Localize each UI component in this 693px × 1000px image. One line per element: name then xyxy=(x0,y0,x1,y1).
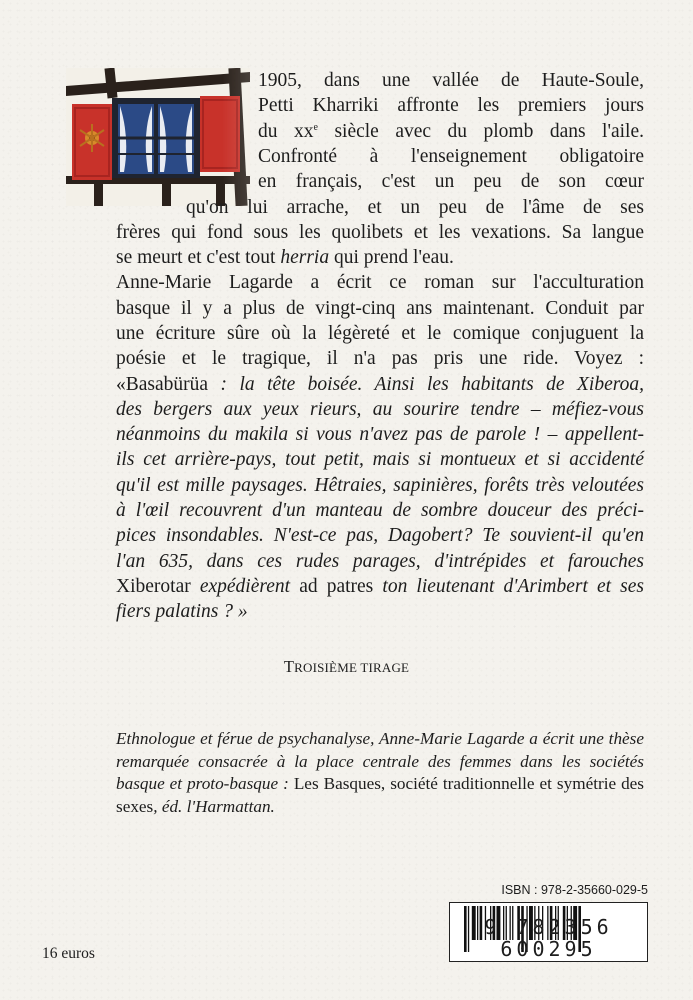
text-line: frères qui fond sous les quolibets et les vexations. Sa langue xyxy=(116,221,644,243)
print-run-initial: T xyxy=(283,657,295,676)
text-line: en français, c'est un peu de son cœur xyxy=(258,171,644,193)
text-line xyxy=(258,119,644,144)
quote-line: des bergers aux yeux rieurs, au sourire tendre – méfiez-vous xyxy=(116,398,644,420)
text-line: Confronté à l'enseignement obligatoire xyxy=(258,145,644,167)
text-line: qu'on lui arrache, et un peu de l'âme de ses xyxy=(186,196,644,218)
text-line: basque il y a plus de vingt-cinq ans maintenant. Conduit par xyxy=(116,297,644,319)
barcode-digits: 9 782356 600295 xyxy=(484,915,613,961)
quote-line: ils cet arrière-pays, tout petit, mais si montueux et si accidenté xyxy=(116,449,644,471)
quote-line xyxy=(116,372,644,397)
price-label: 16 euros xyxy=(42,945,95,962)
century-rest: siècle avec du plomb dans l'aile. xyxy=(317,120,645,142)
barcode xyxy=(449,902,648,962)
text-line: une écriture sûre où la légèreté et le comique conjuguent la xyxy=(116,322,644,344)
quote-text: expédièrent xyxy=(190,575,300,597)
century-superscript: e xyxy=(313,121,318,133)
body-text xyxy=(116,220,644,625)
quote-line: fiers palatins ? » xyxy=(116,601,248,623)
quote-line xyxy=(116,574,644,599)
quote-line: à l'œil recouvrent d'un manteau de sombre douceur des préci- xyxy=(116,500,644,522)
text-line: poésie et le tragique, il n'a pas pris une ride. Voyez : xyxy=(116,348,644,370)
bio-book-title: Les Basques, société traditionnelle et symétrie des sexes xyxy=(116,774,644,816)
ad-patres-word: ad patres xyxy=(299,575,374,597)
herria-before: se meurt et c'est tout xyxy=(116,247,281,269)
quote-line: qu'il est mille paysages. Hêtraies, sapinières, forêts très veloutées xyxy=(116,474,644,496)
text-line xyxy=(116,245,644,270)
author-bio xyxy=(116,728,644,818)
print-run-label xyxy=(0,657,693,677)
quote-line: l'an 635, dans ces rudes parages, d'intrépides et farouches xyxy=(116,550,644,572)
bio-text-end: , éd. l'Harmattan. xyxy=(153,796,275,816)
quote-text: ton lieutenant d'Arimbert et ses xyxy=(373,575,645,597)
text-line: 1905, dans une vallée de Haute-Soule, xyxy=(258,70,644,91)
bio-text: Ethnologue et férue de psychanalyse, Anne-Marie Lagarde a écrit une thèse remarquée consacrée à la place centrale des femmes dans les sociétés basque et proto-basque : xyxy=(116,729,644,793)
opening-paragraph xyxy=(258,68,644,194)
indent-line-block xyxy=(186,195,644,220)
quote-line: pices insondables. N'est-ce pas, Dagobert? Te souvient-il qu'en xyxy=(116,525,644,547)
text-line: Anne-Marie Lagarde a écrit ce roman sur l'acculturation xyxy=(116,272,644,294)
print-run-rest: ROISIÈME TIRAGE xyxy=(294,660,410,675)
basaburua-word: «Basabürüa xyxy=(116,373,209,395)
cover-photo-window xyxy=(66,68,250,206)
herria-after: qui prend l'eau. xyxy=(329,247,454,269)
xiberotar-word: Xiberotar xyxy=(116,575,191,597)
isbn-label: ISBN : 978-2-35660-029-5 xyxy=(501,883,648,897)
quote-text: : la tête boisée. Ainsi les habitants de Xiberoa, xyxy=(208,373,644,395)
herria-word: herria xyxy=(280,247,330,269)
century-text: du xx xyxy=(258,120,314,142)
text-line: Petti Kharriki affronte les premiers jours xyxy=(258,95,644,117)
quote-line: néanmoins du makila si vous n'avez pas de parole ! – appellent- xyxy=(116,424,644,446)
